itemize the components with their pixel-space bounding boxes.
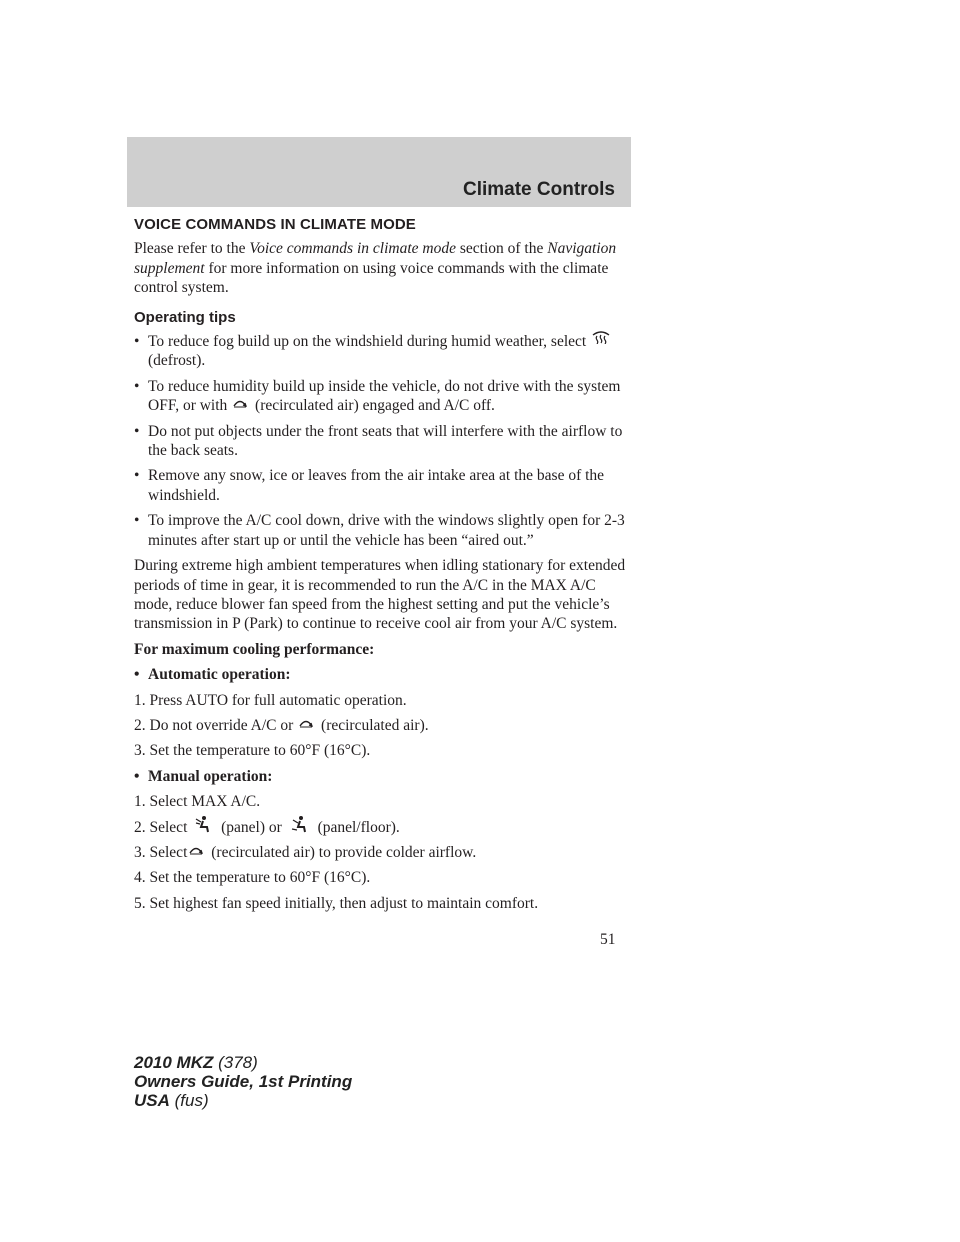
automatic-operation-heading: • Automatic operation:: [134, 666, 291, 684]
recirculated-air-icon: [233, 399, 247, 408]
panel-vent-icon: [195, 815, 211, 833]
auto-step-2: 2. Do not override A/C or (recirculated air).: [134, 716, 429, 734]
reference-voice-commands: Voice commands in climate mode: [249, 240, 456, 258]
auto-step-3: 3. Set the temperature to 60°F (16°C).: [134, 742, 371, 760]
footer-line-guide: Owners Guide, 1st Printing: [134, 1072, 353, 1091]
windshield-defrost-icon: [592, 330, 610, 344]
manual-step-4: 4. Set the temperature to 60°F (16°C).: [134, 869, 371, 887]
footer-line-market: USA (fus): [134, 1091, 209, 1110]
auto-step-1: 1. Press AUTO for full automatic operation.: [134, 691, 407, 709]
manual-step-1: 1. Select MAX A/C.: [134, 793, 261, 811]
voice-commands-paragraph: Please refer to the Voice commands in climate mode section of the Navigation supplement for more information on using voice commands with the climate control system.: [134, 240, 617, 297]
voice-commands-heading: VOICE COMMANDS IN CLIMATE MODE: [134, 216, 416, 233]
footer-printing-info: [134, 1053, 352, 1110]
footer-line-model: 2010 MKZ (378): [134, 1053, 258, 1072]
manual-step-3: 3. Select (recirculated air) to provide colder airflow.: [134, 844, 477, 861]
page-content: [134, 215, 634, 919]
tip-seats: • Do not put objects under the front seats that will interfere with the airflow to the back seats.: [134, 422, 623, 460]
manual-step-5: 5. Set highest fan speed initially, then adjust to maintain comfort.: [134, 894, 539, 912]
extreme-temperature-paragraph: During extreme high ambient temperatures when idling stationary for extended periods of time in gear, it is recommended to run the A/C in the MAX A/C mode, reduce blower fan speed from the highest setting and put the vehicle’s transmission in P (Park) to continue to receive cool air from your A/C system.: [134, 557, 626, 633]
operating-tips-heading: Operating tips: [134, 308, 236, 326]
recirculated-air-icon: [299, 719, 313, 728]
page-number: 51: [600, 931, 616, 948]
header-band: [127, 137, 631, 207]
max-cooling-heading: For maximum cooling performance:: [134, 640, 375, 658]
tip-intake: • Remove any snow, ice or leaves from the air intake area at the base of the windshield.: [134, 467, 605, 504]
tip-humidity: • To reduce humidity build up inside the vehicle, do not drive with the system OFF, or with (recirculated air) engaged and A/C off.: [134, 377, 621, 415]
reference-navigation-supplement: Navigation supplement: [134, 240, 617, 277]
manual-operation-heading: • Manual operation:: [134, 767, 273, 785]
page-section-title: Climate Controls: [462, 179, 615, 200]
manual-step-2: 2. Select (panel) or (panel/floor).: [134, 818, 634, 837]
tip-defrost: • To reduce fog build up on the windshield during humid weather, select (defrost).: [134, 332, 634, 371]
tip-cool-down: • To improve the A/C cool down, drive with the windows slightly open for 2-3 minutes after start up or until the vehicle has been “aired out.”: [134, 512, 625, 549]
recirculated-air-icon: [189, 846, 203, 855]
panel-floor-vent-icon: [290, 815, 308, 833]
